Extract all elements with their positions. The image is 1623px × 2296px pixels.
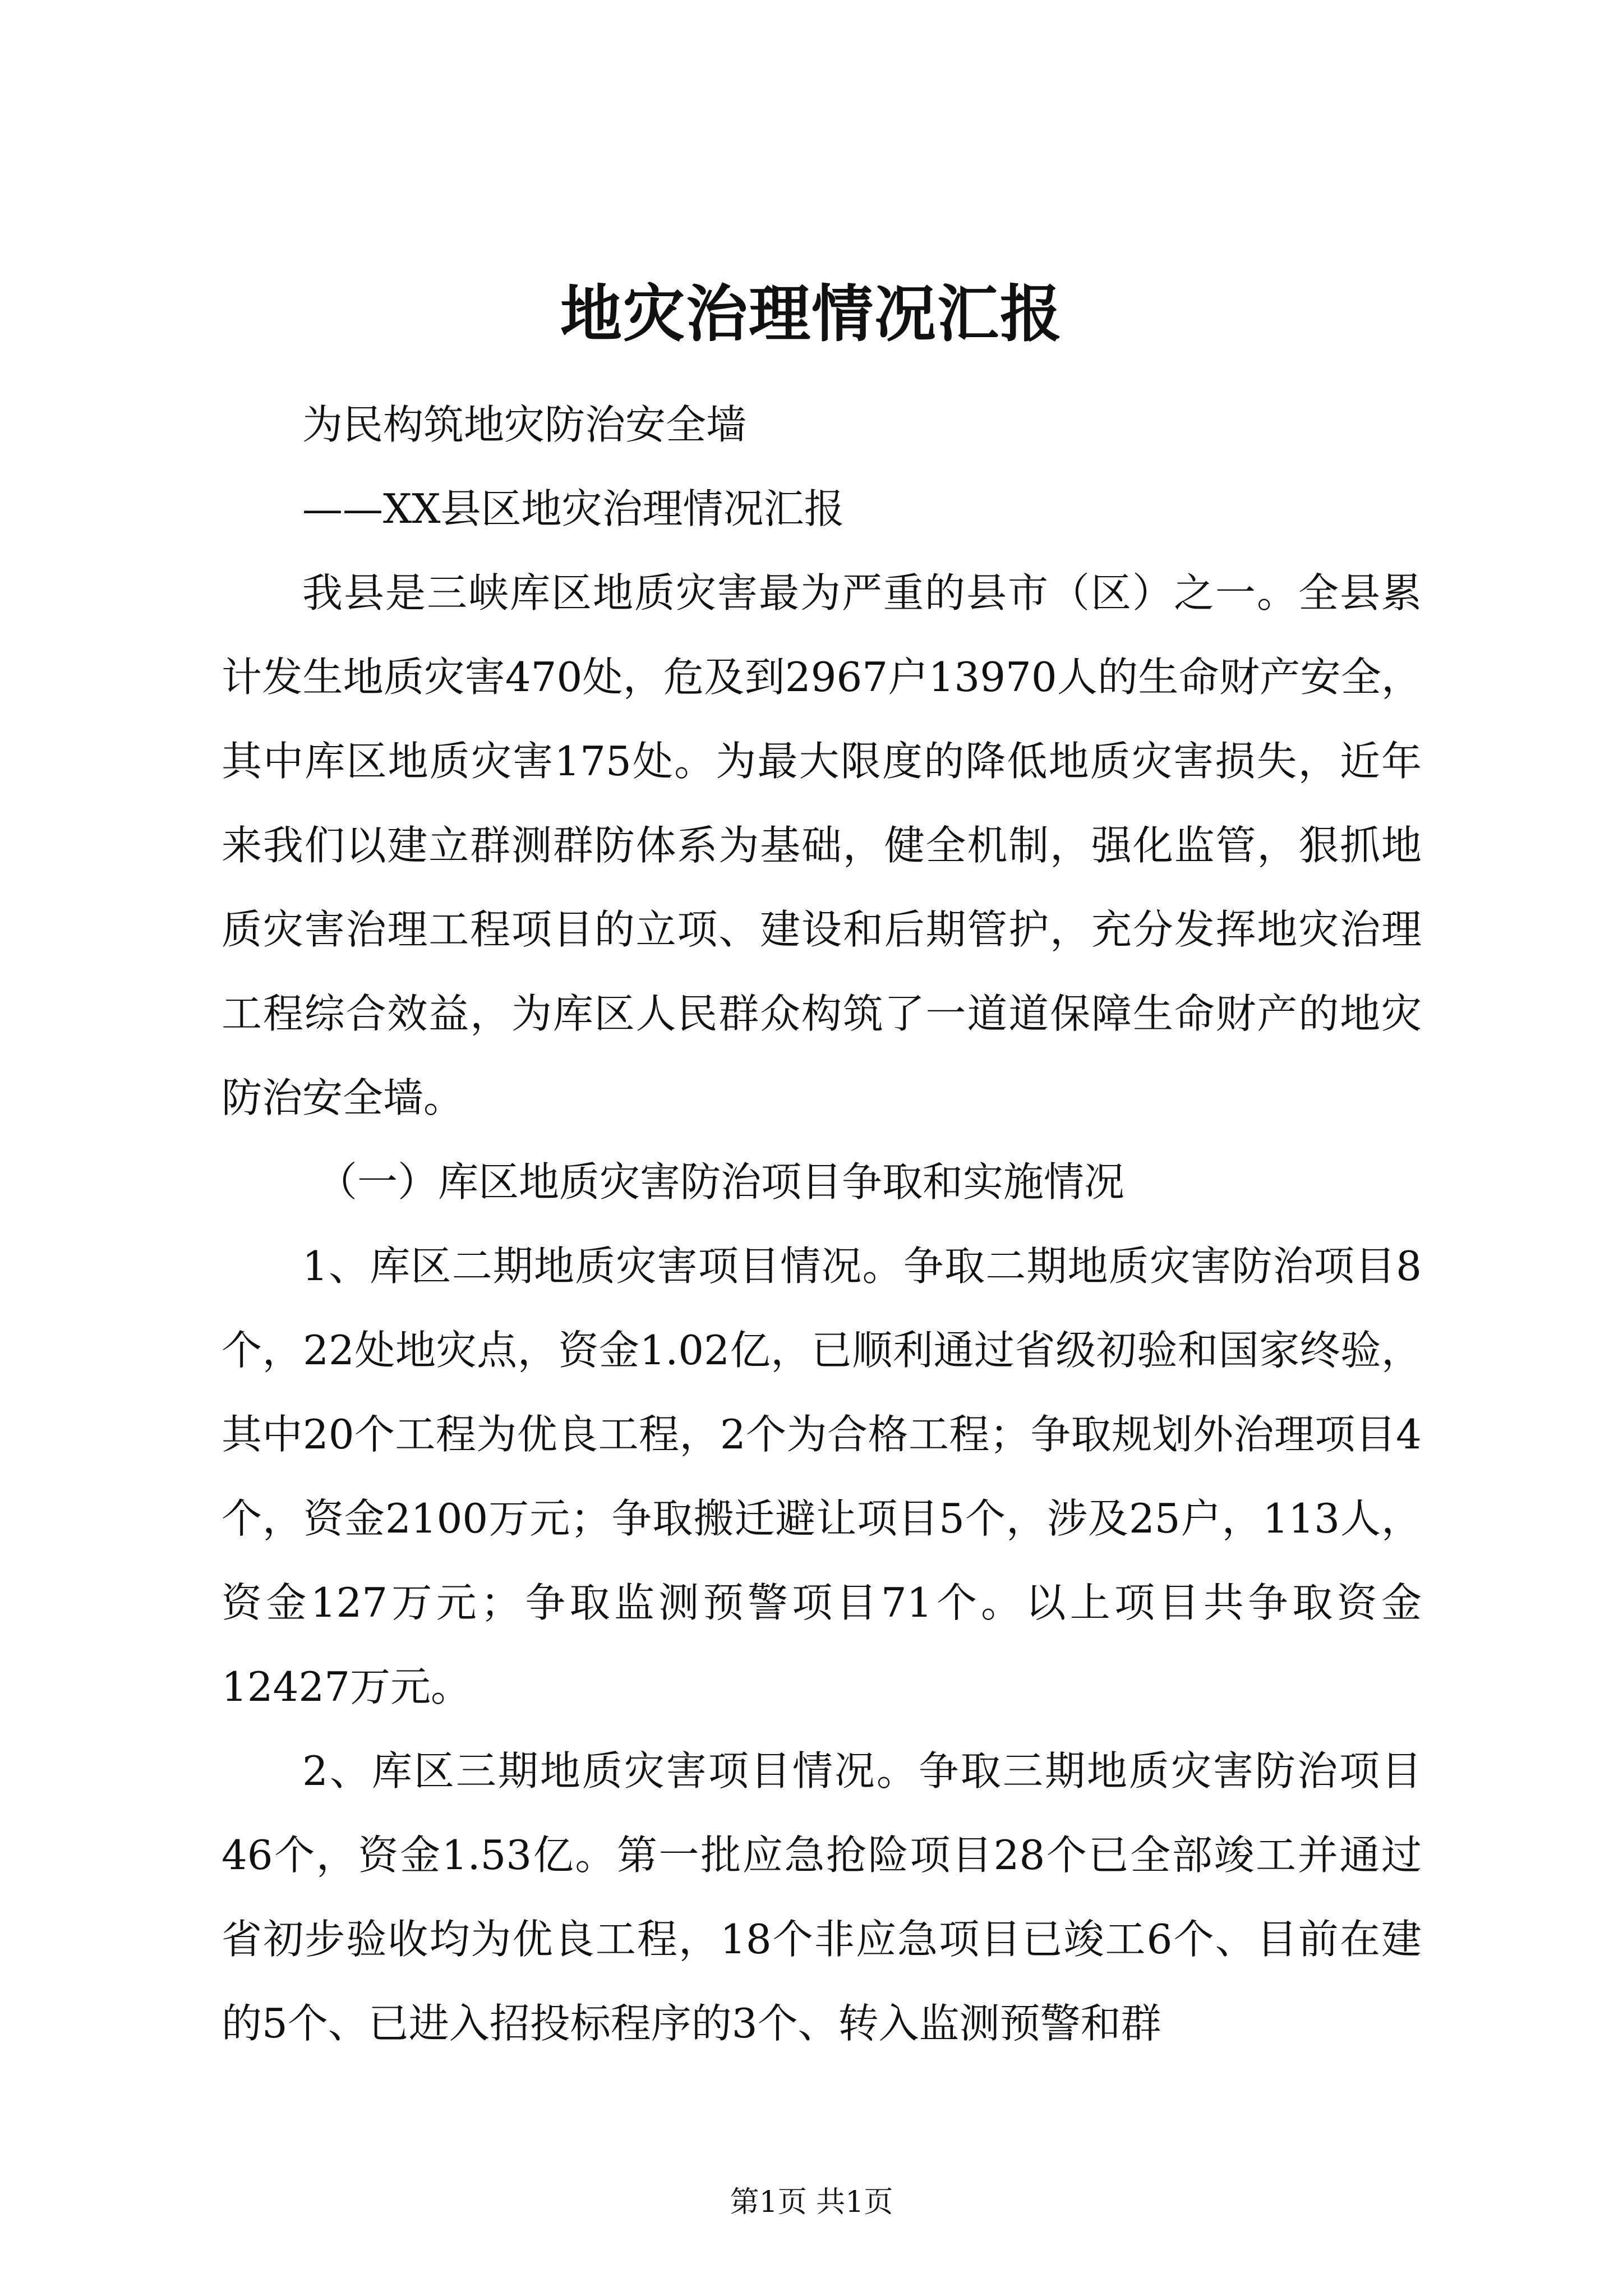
subtitle-line-1: 为民构筑地灾防治安全墙 — [302, 401, 747, 448]
paragraph-intro: 我县是三峡库区地质灾害最为严重的县市（区）之一。全县累计发生地质灾害470处，危及到2967户13970人的生命财产安全，其中库区地质灾害175处。为最大限度的降低地质灾害损失，近年来我们以建立群测群防体系为基础，健全机制，强化监管，狠抓地质灾害治理工程项目的立项、建设和后期管护，充分发挥地灾治理工程综合效益，为库区人民群众构筑了一道道保障生命财产的地灾防治安全墙。 — [222, 569, 1422, 1121]
document-body — [222, 383, 1422, 2065]
document-title: 地灾治理情况汇报 — [560, 278, 1063, 350]
paragraph-phase-three: 2、库区三期地质灾害项目情况。争取三期地质灾害防治项目46个，资金1.53亿。第一批应急抢险项目28个已全部竣工并通过省初步验收均为优良工程，18个非应急项目已竣工6个、目前在建的5个、已进入招投标程序的3个、转入监测预警和群 — [222, 1747, 1422, 2047]
paragraph-phase-two: 1、库区二期地质灾害项目情况。争取二期地质灾害防治项目8个，22处地灾点，资金1.02亿，已顺利通过省级初验和国家终验，其中20个工程为优良工程，2个为合格工程；争取规划外治理项目4个，资金2100万元；争取搬迁避让项目5个，涉及25户，113人，资金127万元；争取监测预警项目71个。以上项目共争取资金12427万元。 — [222, 1243, 1422, 1710]
section-heading: （一）库区地质灾害防治项目争取和实施情况 — [317, 1158, 1125, 1205]
subtitle-line-2: ——XX县区地灾治理情况汇报 — [302, 485, 845, 532]
page-footer: 第1页 共1页 — [730, 2185, 893, 2219]
